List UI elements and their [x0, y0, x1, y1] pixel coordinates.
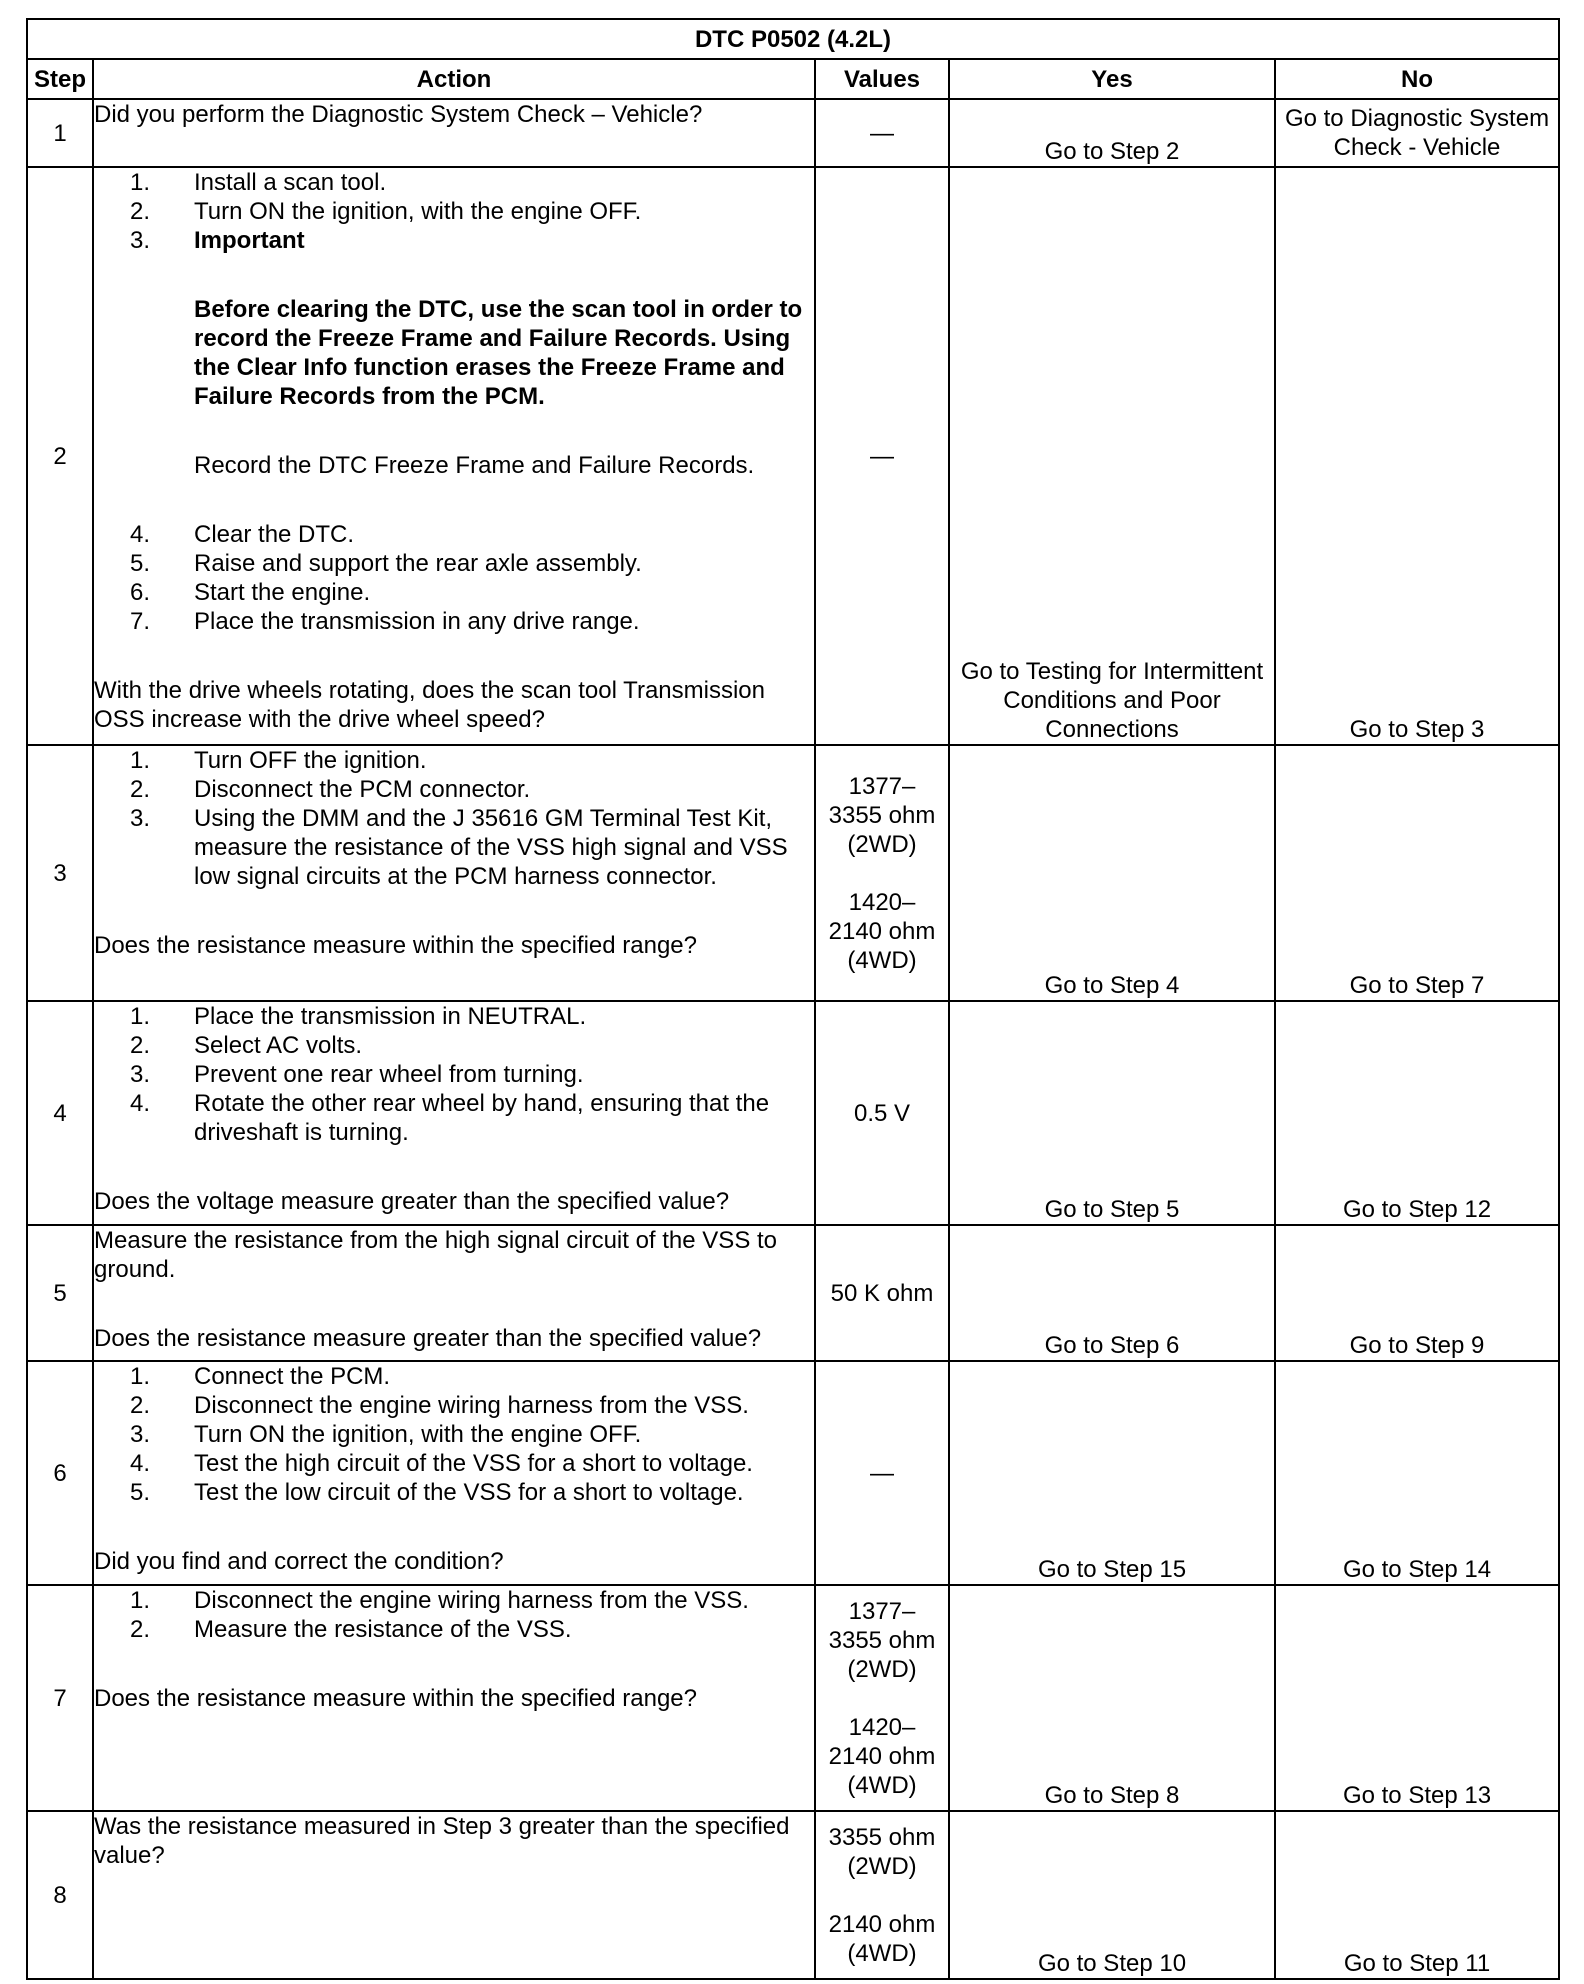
- no-cell: Go to Step 11: [1275, 1811, 1559, 1979]
- list-item: 1. Install a scan tool.: [129, 169, 387, 196]
- no-cell: Go to Diagnostic System Check - Vehicle: [1275, 99, 1559, 167]
- header-yes: Yes: [949, 59, 1275, 99]
- table-row-step-2: [27, 167, 1559, 745]
- action-list: [94, 1586, 814, 1644]
- table-row-step-4: [27, 1001, 1559, 1225]
- list-item: 7. Place the transmission in any drive range.: [129, 608, 640, 635]
- yes-cell: Go to Step 8: [949, 1585, 1275, 1811]
- values-cell: —: [815, 167, 949, 745]
- table-row-step-5: [27, 1225, 1559, 1361]
- action-list: [94, 168, 814, 255]
- list-item: 1. Turn OFF the ignition.: [129, 747, 427, 774]
- important-note: Before clearing the DTC, use the scan tool in order to record the Freeze Frame and Failure Records. Using the Clear Info function erases the Freeze Frame and Failure Records from the PCM.: [194, 296, 803, 410]
- step-number: 8: [27, 1811, 93, 1979]
- yes-cell: Go to Step 15: [949, 1361, 1275, 1585]
- list-item: 3. Using the DMM and the J 35616 GM Terminal Test Kit, measure the resistance of the VSS high signal and VSS low signal circuits at the PCM harness connector.: [129, 805, 788, 890]
- value-4wd: 2140 ohm (4WD): [828, 1910, 936, 1967]
- action-question: Did you find and correct the condition?: [94, 1548, 504, 1575]
- value-2wd: 1377– 3355 ohm (2WD): [828, 772, 936, 858]
- value-4wd: 1420– 2140 ohm (4WD): [828, 888, 936, 974]
- no-cell: Go to Step 12: [1275, 1001, 1559, 1225]
- table-row-step-3: [27, 745, 1559, 1001]
- no-cell: Go to Step 7: [1275, 745, 1559, 1001]
- step-number: 7: [27, 1585, 93, 1811]
- dtc-table: [26, 18, 1560, 1980]
- values-cell: 0.5 V: [815, 1001, 949, 1225]
- action-cell: [93, 1001, 815, 1225]
- list-item: 4. Clear the DTC.: [129, 521, 355, 548]
- action-cell: [93, 1361, 815, 1585]
- step-number: 2: [27, 167, 93, 745]
- values-cell: —: [815, 99, 949, 167]
- table-row-step-1: [27, 99, 1559, 167]
- list-item: 6. Start the engine.: [129, 579, 371, 606]
- list-item: 1. Place the transmission in NEUTRAL.: [129, 1003, 587, 1030]
- action-question: With the drive wheels rotating, does the scan tool Transmission OSS increase with the drive wheel speed?: [94, 677, 765, 733]
- list-item: 3. Prevent one rear wheel from turning.: [129, 1061, 584, 1088]
- list-item: 4. Test the high circuit of the VSS for a short to voltage.: [129, 1450, 753, 1477]
- values-cell: [815, 1585, 949, 1811]
- action-list: [94, 746, 814, 891]
- values-cell: [815, 1811, 949, 1979]
- values-cell: [815, 745, 949, 1001]
- table-row-step-6: [27, 1361, 1559, 1585]
- step-number: 1: [27, 99, 93, 167]
- step-number: 6: [27, 1361, 93, 1585]
- header-action: Action: [93, 59, 815, 99]
- list-item: 2. Disconnect the PCM connector.: [129, 776, 531, 803]
- table-row-step-8: [27, 1811, 1559, 1979]
- header-no: No: [1275, 59, 1559, 99]
- yes-cell: Go to Testing for Intermittent Conditions and Poor Connections: [949, 167, 1275, 745]
- value-4wd: 1420– 2140 ohm (4WD): [828, 1713, 936, 1799]
- header-values: Values: [815, 59, 949, 99]
- list-item: 2. Select AC volts.: [129, 1032, 363, 1059]
- action-list: [94, 1362, 814, 1507]
- list-item: 3. Turn ON the ignition, with the engine OFF.: [129, 1421, 642, 1448]
- table-row-step-7: [27, 1585, 1559, 1811]
- action-question: Was the resistance measured in Step 3 greater than the specified value?: [94, 1813, 790, 1869]
- yes-cell: Go to Step 4: [949, 745, 1275, 1001]
- list-item: 1. Connect the PCM.: [129, 1363, 391, 1390]
- record-instruction: Record the DTC Freeze Frame and Failure Records.: [194, 452, 755, 479]
- values-cell: —: [815, 1361, 949, 1585]
- step-number: 5: [27, 1225, 93, 1361]
- action-cell: [93, 745, 815, 1001]
- yes-cell: Go to Step 2: [949, 99, 1275, 167]
- values-cell: 50 K ohm: [815, 1225, 949, 1361]
- no-cell: Go to Step 13: [1275, 1585, 1559, 1811]
- action-list: [94, 520, 814, 636]
- value-2wd: 1377– 3355 ohm (2WD): [828, 1597, 936, 1683]
- action-text: Measure the resistance from the high signal circuit of the VSS to ground.: [94, 1227, 778, 1283]
- list-item: 2. Turn ON the ignition, with the engine OFF.: [129, 198, 642, 225]
- action-question: Does the resistance measure within the specified range?: [94, 932, 697, 959]
- action-cell: [93, 1585, 815, 1811]
- value-2wd: 3355 ohm (2WD): [828, 1823, 936, 1880]
- list-item: 5. Test the low circuit of the VSS for a short to voltage.: [129, 1479, 744, 1506]
- list-item: 1. Disconnect the engine wiring harness from the VSS.: [129, 1587, 749, 1614]
- step-number: 4: [27, 1001, 93, 1225]
- action-question: Did you perform the Diagnostic System Check – Vehicle?: [94, 101, 703, 128]
- list-item: 2. Measure the resistance of the VSS.: [129, 1616, 572, 1643]
- yes-cell: Go to Step 6: [949, 1225, 1275, 1361]
- list-item: 5. Raise and support the rear axle assembly.: [129, 550, 642, 577]
- no-cell: Go to Step 3: [1275, 167, 1559, 745]
- list-item: 2. Disconnect the engine wiring harness from the VSS.: [129, 1392, 749, 1419]
- yes-cell: Go to Step 10: [949, 1811, 1275, 1979]
- no-cell: Go to Step 9: [1275, 1225, 1559, 1361]
- list-item: 3. Important: [129, 227, 305, 254]
- action-cell: [93, 99, 815, 167]
- action-list: [94, 1002, 814, 1147]
- action-question: Does the voltage measure greater than the specified value?: [94, 1188, 730, 1215]
- list-item: 4. Rotate the other rear wheel by hand, ensuring that the driveshaft is turning.: [129, 1090, 770, 1146]
- no-cell: Go to Step 14: [1275, 1361, 1559, 1585]
- table-title: DTC P0502 (4.2L): [27, 19, 1559, 59]
- action-cell: [93, 167, 815, 745]
- yes-cell: Go to Step 5: [949, 1001, 1275, 1225]
- action-cell: [93, 1225, 815, 1361]
- action-question: Does the resistance measure greater than the specified value?: [94, 1325, 762, 1352]
- action-cell: [93, 1811, 815, 1979]
- action-question: Does the resistance measure within the specified range?: [94, 1685, 697, 1712]
- header-step: Step: [27, 59, 93, 99]
- step-number: 3: [27, 745, 93, 1001]
